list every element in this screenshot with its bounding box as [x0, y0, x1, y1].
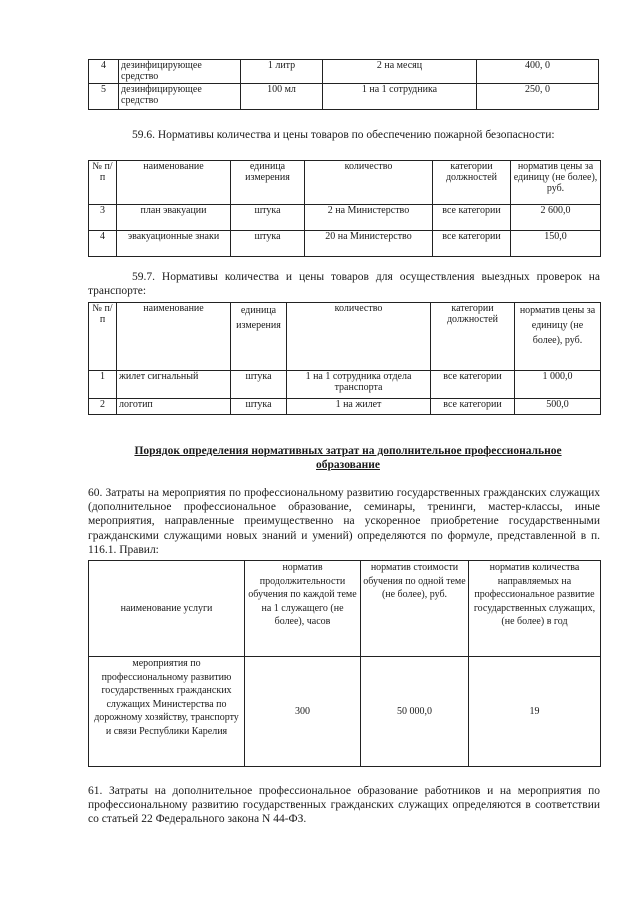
table-row	[89, 60, 599, 84]
table-cell: 300	[245, 657, 361, 767]
column-header: количество	[305, 161, 433, 205]
paragraph-61: 61. Затраты на дополнительное профессиональное образование работников и на мероприятия по профессиональному развитию государственных гражданских служащих определяются в соответствии со статьей 22 Федерального закона N 44-ФЗ.	[88, 785, 600, 826]
table-cell: 100 мл	[241, 84, 323, 110]
table-cell: дезинфицирующее средство	[119, 84, 241, 110]
table-cell: 1 на жилет	[287, 399, 431, 415]
table-cell: 150,0	[511, 231, 601, 257]
section-59-6-intro: 59.6. Нормативы количества и цены товаров по обеспечению пожарной безопасности:	[132, 129, 555, 141]
table-cell: все категории	[433, 231, 511, 257]
column-header: наименование услуги	[89, 561, 245, 657]
table-cell: все категории	[431, 371, 515, 399]
table-row	[89, 399, 601, 415]
table-cell: 1 на 1 сотрудника отдела транспорта	[287, 371, 431, 399]
column-header: норматив продолжительности обучения по каждой теме на 1 служащего (не более), часов	[245, 561, 361, 657]
table-cell: 4	[89, 60, 119, 84]
table-cell: 50 000,0	[361, 657, 469, 767]
table-cell: штука	[231, 231, 305, 257]
table-cell: 1 000,0	[515, 371, 601, 399]
table-cell: 4	[89, 231, 117, 257]
table-transport-inspections	[88, 302, 601, 415]
table-cell: 3	[89, 205, 117, 231]
column-header: количество	[287, 303, 431, 371]
table-cell: 500,0	[515, 399, 601, 415]
table-cell: 400, 0	[477, 60, 599, 84]
section-59-7-intro: 59.7. Нормативы количества и цены товаров для осуществления выездных проверок на транспорте:	[88, 271, 600, 298]
table-header-row	[89, 161, 601, 205]
column-header: № п/п	[89, 161, 117, 205]
table-cell: дезинфицирующее средство	[119, 60, 241, 84]
table-cell: штука	[231, 371, 287, 399]
table-cell: штука	[231, 399, 287, 415]
table-fire-safety	[88, 160, 601, 257]
table-cell: логотип	[117, 399, 231, 415]
column-header: норматив цены за единицу (не более), руб.	[511, 161, 601, 205]
column-header: единица измерения	[231, 303, 287, 371]
column-header: норматив количества направляемых на профессиональное развитие государственных служащих, (не более) в год	[469, 561, 601, 657]
table-cell: 19	[469, 657, 601, 767]
table-cell: мероприятия по профессиональному развитию государственных гражданских служащих Министерства по дорожному хозяйству, транспорту и связи Республики Карелия	[89, 657, 245, 767]
table-header-row	[89, 561, 601, 657]
column-header: норматив цены за единицу (не более), руб.	[515, 303, 601, 371]
table-cell: штука	[231, 205, 305, 231]
column-header: категории должностей	[433, 161, 511, 205]
table-cell: 2	[89, 399, 117, 415]
table-row	[89, 657, 601, 767]
table-cell: жилет сигнальный	[117, 371, 231, 399]
table-row	[89, 371, 601, 399]
table-cell: 1 литр	[241, 60, 323, 84]
table-header-row	[89, 303, 601, 371]
section-heading: Порядок определения нормативных затрат на дополнительное профессиональное образование	[134, 445, 562, 471]
table-cell: 1 на 1 сотрудника	[323, 84, 477, 110]
table-cell: 5	[89, 84, 119, 110]
column-header: единица измерения	[231, 161, 305, 205]
table-cleaning-supplies	[88, 59, 599, 110]
table-cell: 2 на Министерство	[305, 205, 433, 231]
column-header: категории должностей	[431, 303, 515, 371]
table-cell: 1	[89, 371, 117, 399]
table-professional-education	[88, 560, 601, 767]
table-cell: все категории	[433, 205, 511, 231]
table-cell: 2 600,0	[511, 205, 601, 231]
column-header: наименование	[117, 161, 231, 205]
table-cell: 250, 0	[477, 84, 599, 110]
table-row	[89, 205, 601, 231]
paragraph-60: 60. Затраты на мероприятия по профессиональному развитию государственных гражданских служащих (дополнительное профессиональное образование, семинары, тренинги, мастер-классы, иные мероприятия, направленные преимущественно на ускоренное приобретение государственными гражданскими служащими новых знаний и умений) определяются по формуле, представленной в п. 116.1. Правил:	[88, 487, 600, 556]
column-header: норматив стоимости обучения по одной теме (не более), руб.	[361, 561, 469, 657]
table-cell: план эвакуации	[117, 205, 231, 231]
table-cell: 2 на месяц	[323, 60, 477, 84]
column-header: № п/п	[89, 303, 117, 371]
table-cell: эвакуационные знаки	[117, 231, 231, 257]
table-cell: все категории	[431, 399, 515, 415]
table-row	[89, 231, 601, 257]
column-header: наименование	[117, 303, 231, 371]
table-cell: 20 на Министерство	[305, 231, 433, 257]
table-row	[89, 84, 599, 110]
